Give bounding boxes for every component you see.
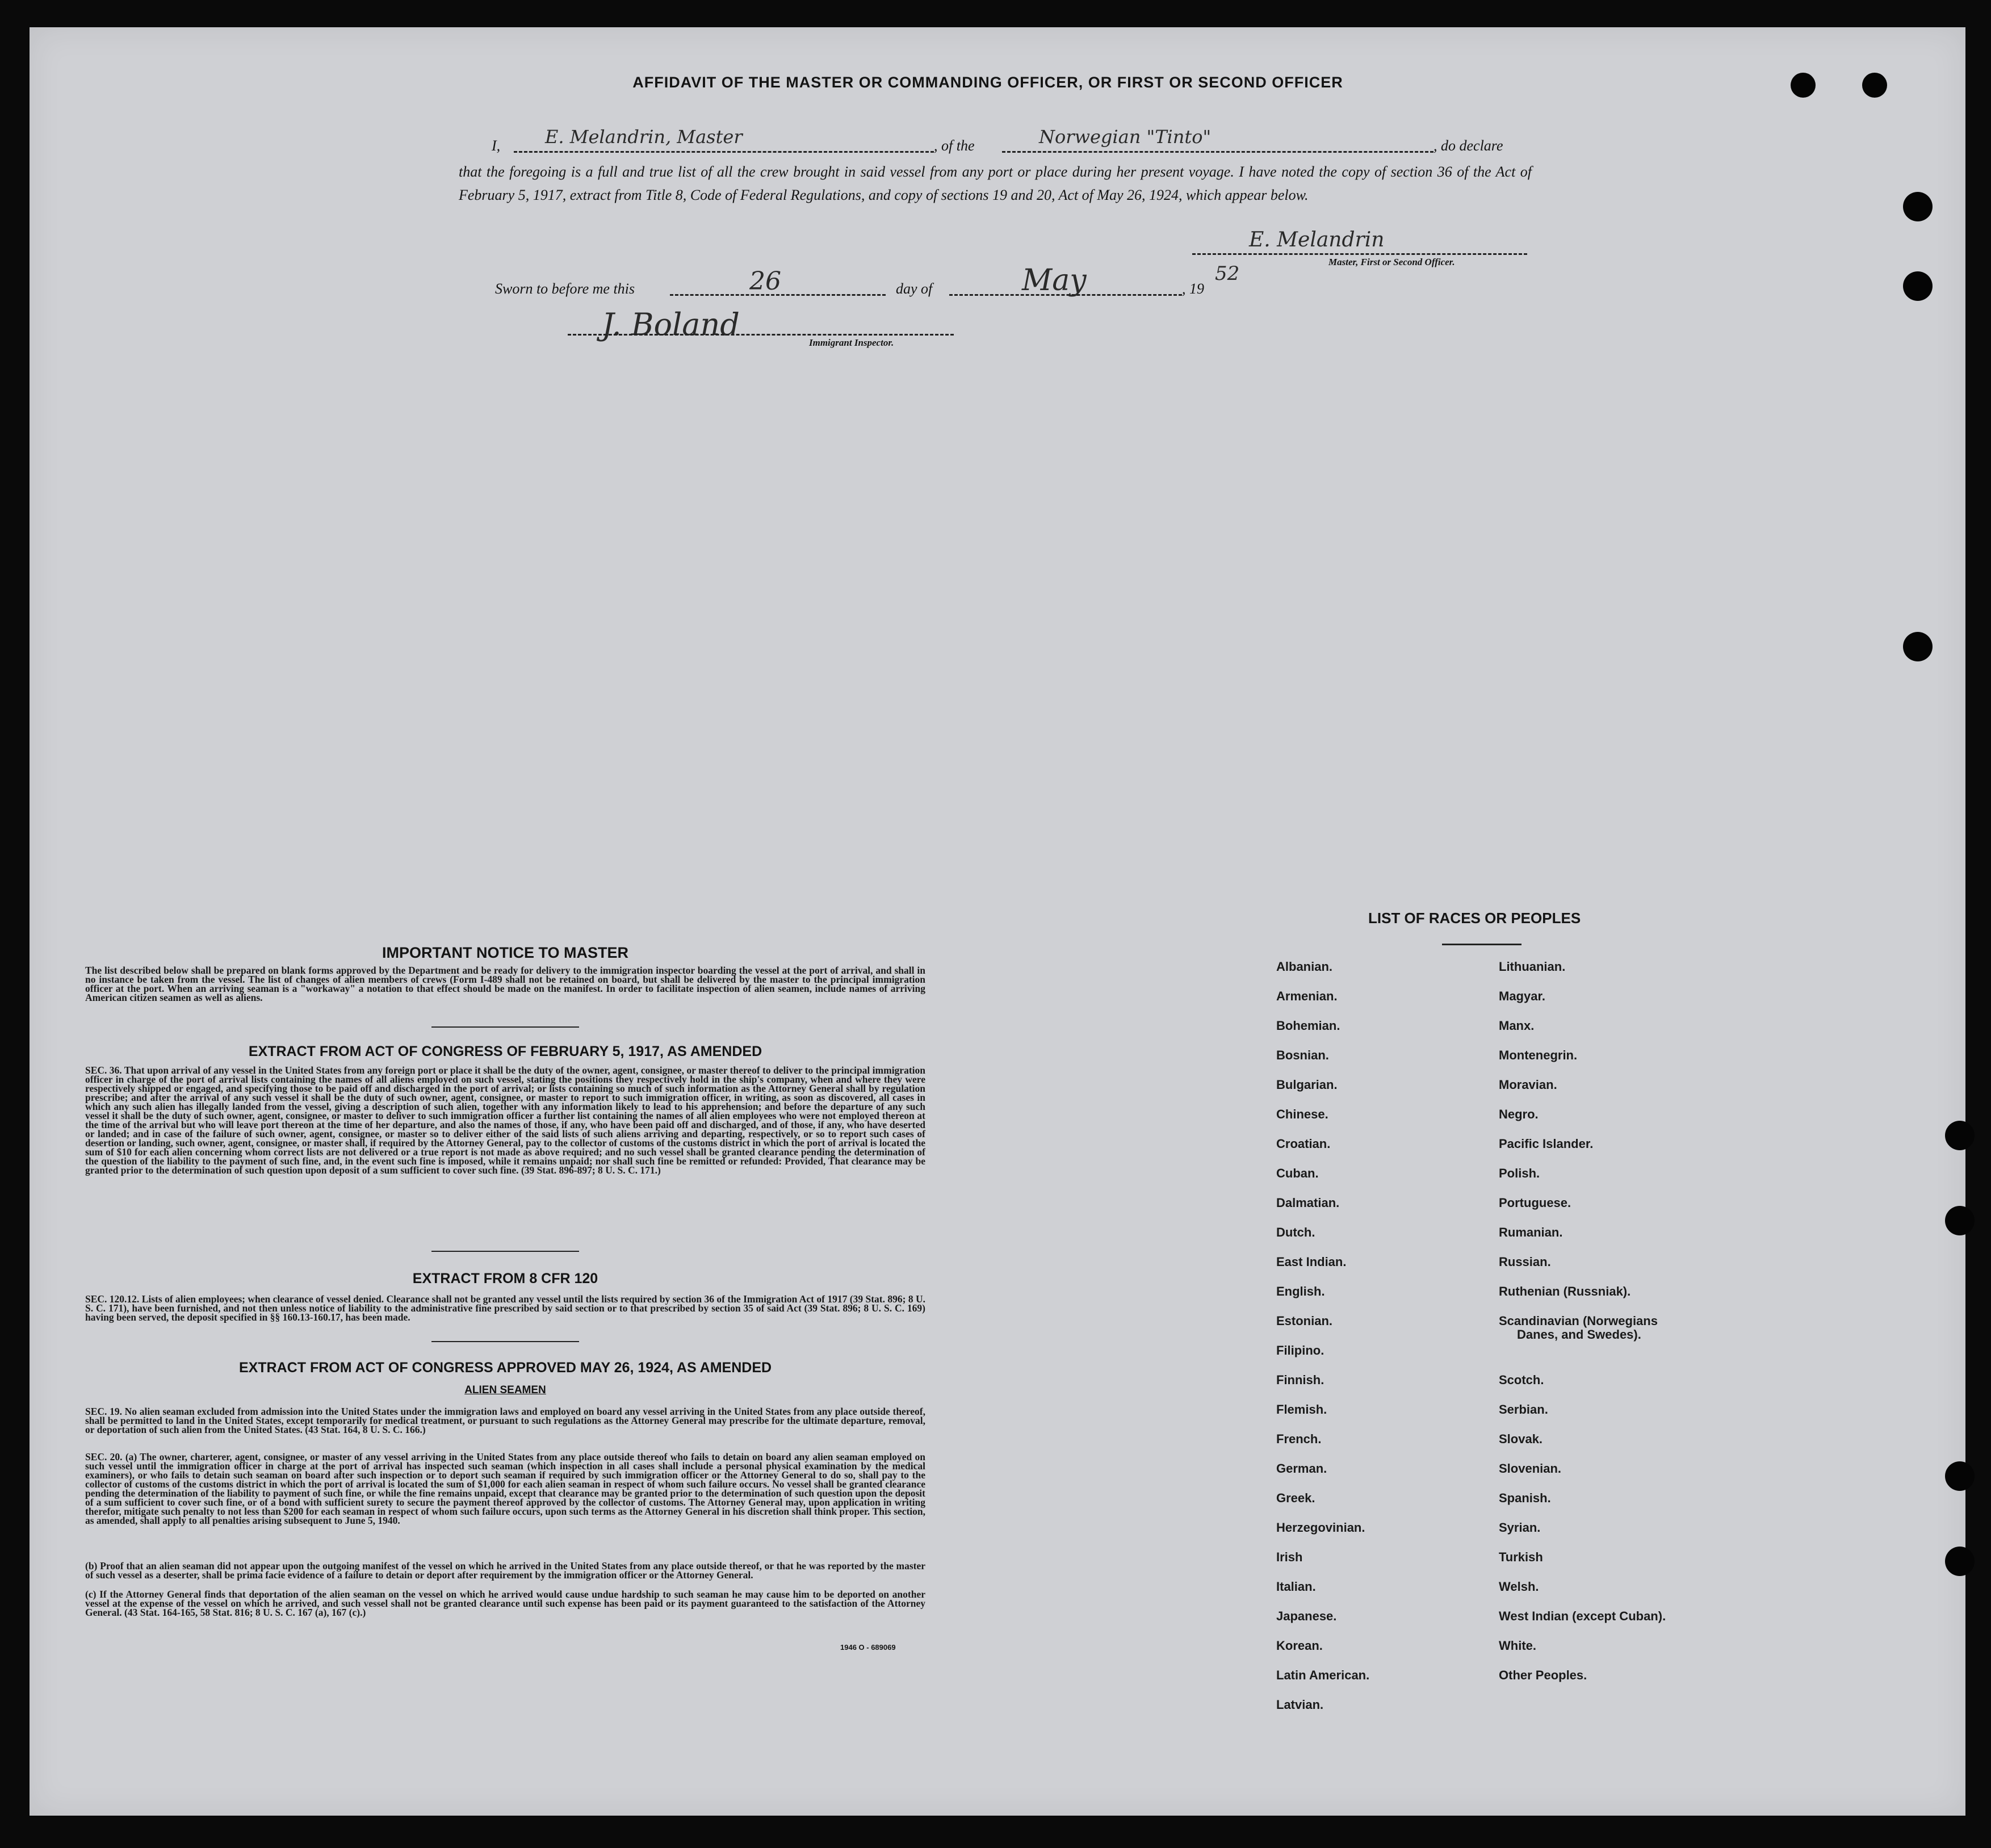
race-item: German. bbox=[1276, 1461, 1327, 1476]
notice-text: The list described below shall be prepared on blank forms approved by the Department and be ready for delivery to the immigration inspector boarding the vessel at the port of arrival, and shall in no instance be taken from the vessel. The list of changes of alien members of crews (Form I-489 shall not be retained on board, but shall be delivered by the master to the principal immigration officer at the port. When an arriving seaman is a "workaway" a notation to that effect should be made on the manifest. In order to facilitate inspection of alien seamen, include names of arriving American citizen seamen as well as aliens. bbox=[85, 965, 925, 1003]
declare-label: , do declare bbox=[1433, 137, 1503, 154]
inspector-caption: Immigrant Inspector. bbox=[809, 337, 894, 348]
extract-cfr-title: EXTRACT FROM 8 CFR 120 bbox=[412, 1271, 598, 1287]
race-item: Slovak. bbox=[1499, 1432, 1543, 1446]
race-item: Portuguese. bbox=[1499, 1196, 1571, 1210]
divider bbox=[431, 1341, 579, 1342]
race-item: Magyar. bbox=[1499, 989, 1545, 1003]
affidavit-title: AFFIDAVIT OF THE MASTER OR COMMANDING OFFICER, OR FIRST OR SECOND OFFICER bbox=[632, 74, 1343, 91]
year-prefix: , 19 bbox=[1182, 280, 1204, 297]
race-item: Irish bbox=[1276, 1550, 1303, 1564]
notice-title: IMPORTANT NOTICE TO MASTER bbox=[382, 944, 628, 961]
master-name-handwriting: E. Melandrin, Master bbox=[545, 126, 743, 148]
race-item: Flemish. bbox=[1276, 1402, 1327, 1417]
race-item: Italian. bbox=[1276, 1579, 1316, 1594]
race-item: Syrian. bbox=[1499, 1520, 1541, 1535]
punch-hole bbox=[1903, 632, 1933, 661]
punch-hole bbox=[1903, 192, 1933, 221]
race-item: Greek. bbox=[1276, 1491, 1315, 1505]
punch-hole bbox=[1862, 73, 1887, 98]
divider bbox=[431, 1251, 579, 1252]
race-item: Filipino. bbox=[1276, 1343, 1324, 1357]
extract-1924-title: EXTRACT FROM ACT OF CONGRESS APPROVED MAY 26, 1924, AS AMENDED bbox=[238, 1360, 772, 1376]
race-item: White. bbox=[1499, 1639, 1536, 1653]
race-item: Turkish bbox=[1499, 1550, 1543, 1564]
race-item: Herzegovinian. bbox=[1276, 1520, 1365, 1535]
i-label: I, bbox=[492, 137, 501, 154]
divider bbox=[431, 1026, 579, 1028]
race-item: Japanese. bbox=[1276, 1609, 1337, 1623]
extract-1917-text: SEC. 36. That upon arrival of any vessel in the United States from any foreign port or place it shall be the duty of the owner, agent, consignee, or master thereof to deliver to the principal immigration officer in charge of the port of arrival lists containing the names of all aliens employed on such vessel, stating the positions they respectively hold in the ship's company, when and where they were respectively shipped or engaged, and specifying those to be paid off and discharged in the port of arrival; or lists containing so much of such information as the Attorney General shall by regulation prescribe; and after the arrival of any such vessel it shall be the duty of such owner, agent, consignee, or master to report to such immigration officer, in writing, as soon as discovered, all cases in which any such alien has illegally landed from the vessel, giving a description of such alien, together with any information likely to lead to his apprehension; and before the departure of any such vessel it shall be the duty of such owner, agent, consignee, or master to deliver to such immigration officer a further list containing the names of all alien employees who were not employed thereon at the time of the arrival but who will leave port thereon at the time of her departure, and also the names of those, if any, who have been paid off and discharged, and of those, if any, who have deserted or landed; and in case of the failure of such owner, agent, consignee, or master so to deliver either of the said lists of such aliens arriving and departing, respectively, or so to report such cases of desertion or landing, such owner, agent, consignee, or master shall, if required by the Attorney General, pay to the collector of customs of the customs district in which the port of arrival is located the sum of $10 for each alien concerning whom correct lists are not delivered or a true report is not made as above required; and no such vessel shall be granted clearance pending the determination of the question of the liability to the payment of such fine, and, in the event such fine is imposed, while it remains unpaid; nor shall such fine be remitted or refunded: Provided, That clearance may be granted prior to the determination of such question upon deposit of a sum sufficient to cover such fine. (39 Stat. 896-897; 8 U. S. C. 171.) bbox=[85, 1065, 925, 1176]
inspector-signature-line bbox=[568, 334, 954, 336]
race-item: English. bbox=[1276, 1284, 1325, 1298]
punch-hole bbox=[1945, 1121, 1975, 1150]
race-item: French. bbox=[1276, 1432, 1322, 1446]
race-item: Latvian. bbox=[1276, 1698, 1324, 1712]
race-item: Polish. bbox=[1499, 1166, 1540, 1180]
race-item: Slovenian. bbox=[1499, 1461, 1562, 1476]
race-item: Scotch. bbox=[1499, 1373, 1544, 1387]
extract-cfr-text: SEC. 120.12. Lists of alien employees; when clearance of vessel denied. Clearance shall not be granted any vessel until the lists required by section 36 of the Immigration Act of 1917 (39 Stat. 896; 8 U. S. C. 171), have been furnished, and not then unless notice of liability to the administrative fine prescribed by said section or to that prescribed by section 35 of said Act (39 Stat. 896; 8 U. S. C. 169) having been served, the deposit specified in §§ 160.13-160.17, has been made. bbox=[85, 1293, 925, 1323]
races-title: LIST OF RACES OR PEOPLES bbox=[1368, 910, 1581, 927]
extract-1917-title: EXTRACT FROM ACT OF CONGRESS OF FEBRUARY 5, 1917, AS AMENDED bbox=[248, 1044, 762, 1059]
master-signature-line bbox=[1192, 253, 1527, 255]
race-item: Russian. bbox=[1499, 1255, 1551, 1269]
race-item: Armenian. bbox=[1276, 989, 1338, 1003]
master-name-line bbox=[514, 151, 934, 153]
race-item: Danes, and Swedes). bbox=[1517, 1327, 1641, 1342]
race-item: Albanian. bbox=[1276, 959, 1333, 974]
alien-seamen-subtitle: ALIEN SEAMEN bbox=[464, 1384, 546, 1396]
race-item: Bulgarian. bbox=[1276, 1078, 1338, 1092]
race-item: Estonian. bbox=[1276, 1314, 1333, 1328]
race-item: Bosnian. bbox=[1276, 1048, 1329, 1062]
race-item: Moravian. bbox=[1499, 1078, 1557, 1092]
race-item: Bohemian. bbox=[1276, 1019, 1340, 1033]
of-the-label: , of the bbox=[934, 137, 975, 154]
race-item: Scandinavian (Norwegians bbox=[1499, 1314, 1658, 1328]
inspector-signature: J. Boland bbox=[602, 307, 740, 342]
race-item: Dutch. bbox=[1276, 1225, 1315, 1239]
race-item: Croatian. bbox=[1276, 1137, 1331, 1151]
affidavit-body: that the foregoing is a full and true list of all the crew brought in said vessel from any port or place during her present voyage. I have noted the copy of section 36 of the Act of February 5, 1917, extract from Title 8, Code of Federal Regulations, and copy of sections 19 and 20, Act of May 26, 1924, which appear below. bbox=[459, 164, 1532, 203]
race-item: West Indian (except Cuban). bbox=[1499, 1609, 1666, 1623]
print-code: 1946 O - 689069 bbox=[840, 1643, 896, 1652]
races-title-underline bbox=[1442, 944, 1521, 945]
race-item: Latin American. bbox=[1276, 1668, 1370, 1682]
race-item: Dalmatian. bbox=[1276, 1196, 1340, 1210]
punch-hole bbox=[1903, 271, 1933, 301]
master-caption: Master, First or Second Officer. bbox=[1328, 257, 1455, 267]
punch-hole bbox=[1791, 73, 1816, 98]
race-item: Spanish. bbox=[1499, 1491, 1551, 1505]
race-item: Lithuanian. bbox=[1499, 959, 1566, 974]
race-item: Finnish. bbox=[1276, 1373, 1324, 1387]
race-item: Negro. bbox=[1499, 1107, 1539, 1121]
sworn-month-handwriting: May bbox=[1022, 263, 1087, 297]
sec-19-text: SEC. 19. No alien seaman excluded from admission into the United States under the immigration laws and employed on board any vessel arriving in the United States from any place outside thereof, shall be permitted to land in the United States, except temporarily for medical treatment, or pursuant to such regulations as the Attorney General may prescribe for the ultimate departure, removal, or deportation of such alien from the United States. (43 Stat. 164, 8 U. S. C. 166.) bbox=[85, 1406, 925, 1435]
race-item: East Indian. bbox=[1276, 1255, 1347, 1269]
year-suffix-handwriting: 52 bbox=[1215, 262, 1240, 285]
vessel-name-line bbox=[1002, 151, 1433, 153]
punch-hole bbox=[1945, 1206, 1975, 1235]
race-item: Manx. bbox=[1499, 1019, 1535, 1033]
punch-hole bbox=[1945, 1547, 1975, 1576]
race-item: Chinese. bbox=[1276, 1107, 1328, 1121]
race-item: Cuban. bbox=[1276, 1166, 1319, 1180]
vessel-name-handwriting: Norwegian "Tinto" bbox=[1039, 126, 1212, 148]
sec-20c-text: (c) If the Attorney General finds that deportation of the alien seaman on the vessel on which he arrived would cause undue hardship to such seaman he may cause him to be deported on another vessel at the expense of the vessel on which he arrived, and such vessel shall not be granted clearance until such expense has been paid or its payment guaranteed to the satisfaction of the Attorney General. (43 Stat. 164-165, 58 Stat. 816; 8 U. S. C. 167 (a), 167 (c).) bbox=[85, 1589, 925, 1618]
sec-20a-text: SEC. 20. (a) The owner, charterer, agent, consignee, or master of any vessel arriving in the United States from any place outside thereof who fails to detain on board any alien seaman employed on such vessel until the immigration officer in charge at the port of arrival has inspected such seaman (which inspection in all cases shall include a personal physical examination by the medical examiners), or who fails to detain such seaman on board after such inspection or to deport such seaman if required by such immigration officer or the Attorney General to do so, shall pay to the collector of customs of the customs district in which the port of arrival is located the sum of $1,000 for each alien seaman in respect of whom such failure occurs. No vessel shall be granted clearance pending the determination of the liability to payment of such fine, or while the fine remains unpaid, except that clearance may be granted prior to the determination of such question upon the deposit of a sum sufficient to cover such fine, or of a bond with sufficient surety to secure the payment thereof approved by the collector of customs. The Attorney General may, upon application in writing therefor, mitigate such penalty to not less than $200 for each seaman in respect of whom such failure occurs, upon such terms as the Attorney General in his discretion shall think proper. This section, as amended, shall apply to all penalties arising subsequent to June 5, 1940. bbox=[85, 1451, 925, 1526]
master-signature: E. Melandrin bbox=[1249, 228, 1385, 252]
sworn-day-handwriting: 26 bbox=[749, 267, 781, 296]
race-item: Rumanian. bbox=[1499, 1225, 1563, 1239]
race-item: Pacific Islander. bbox=[1499, 1137, 1594, 1151]
race-item: Montenegrin. bbox=[1499, 1048, 1578, 1062]
sworn-label: Sworn to before me this bbox=[495, 280, 635, 297]
race-item: Welsh. bbox=[1499, 1579, 1539, 1594]
punch-hole bbox=[1945, 1461, 1975, 1491]
race-item: Ruthenian (Russniak). bbox=[1499, 1284, 1631, 1298]
race-item: Korean. bbox=[1276, 1639, 1323, 1653]
sec-20b-text: (b) Proof that an alien seaman did not appear upon the outgoing manifest of the vessel on which he arrived in the United States from any place outside thereof, or that he was reported by the master of such vessel as a deserter, shall be prima facie evidence of a failure to detain or deport after requirement by the immigration officer or the Attorney General. bbox=[85, 1560, 925, 1581]
race-item: Other Peoples. bbox=[1499, 1668, 1587, 1682]
race-item: Serbian. bbox=[1499, 1402, 1548, 1417]
day-of-label: day of bbox=[896, 280, 933, 297]
